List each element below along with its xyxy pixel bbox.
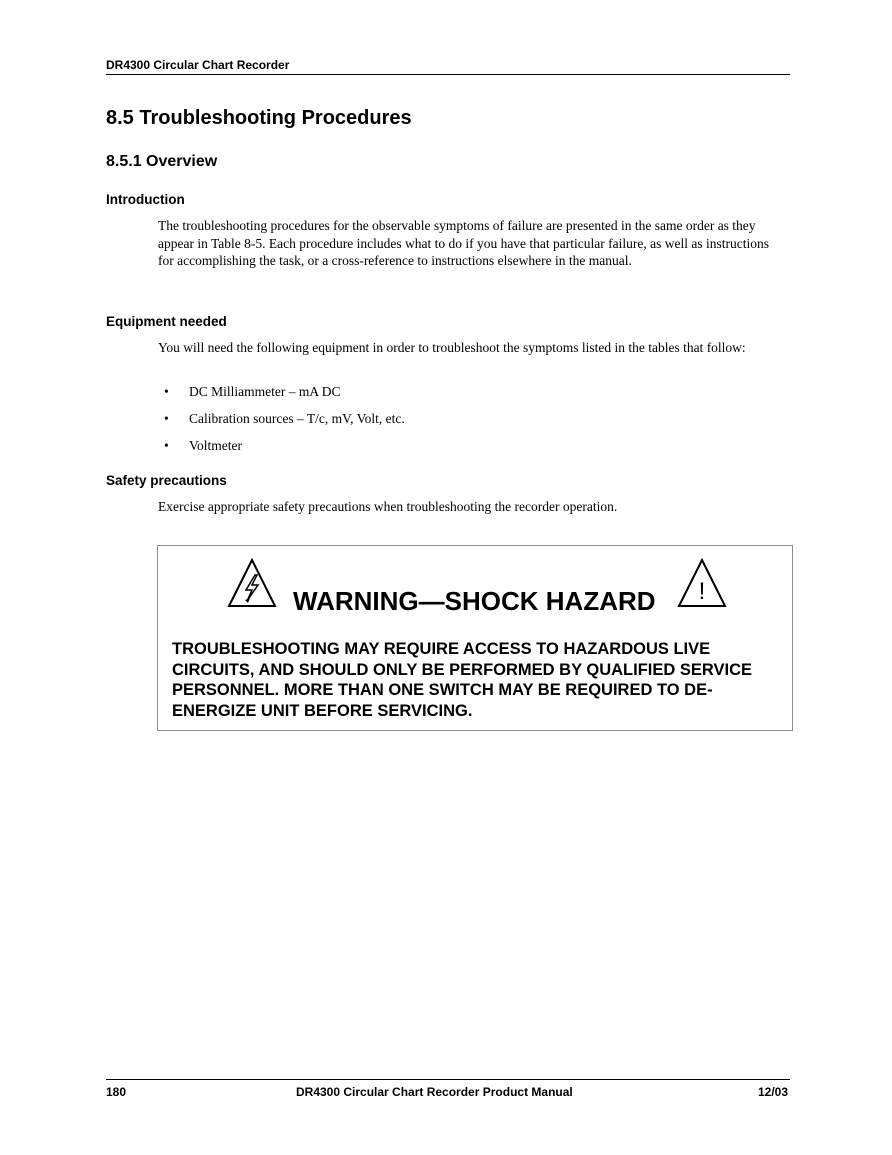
page-number: 180	[106, 1085, 127, 1099]
safety-heading: Safety precautions	[106, 473, 227, 488]
caution-exclamation-icon	[676, 557, 728, 614]
subsection-heading: 8.5.1 Overview	[106, 153, 218, 170]
introduction-paragraph: The troubleshooting procedures for the observable symptoms of failure are presented in the same order as they appear in Table 8-5. Each procedure includes what to do if you have that particular failure, as well as instructions for accomplishing the task, or a cross-reference to instructions elsewhere in the manual.	[158, 218, 769, 268]
exclamation-mark: !	[698, 578, 706, 605]
electric-shock-warning-icon	[226, 557, 278, 614]
warning-body: TROUBLESHOOTING MAY REQUIRE ACCESS TO HAZARDOUS LIVE CIRCUITS, AND SHOULD ONLY BE PERFORMED BY QUALIFIED SERVICE PERSONNEL. MORE THAN ONE SWITCH MAY BE REQUIRED TO DE-ENERGIZE UNIT BEFORE SERVICING.	[172, 640, 753, 720]
publication-date: 12/03	[757, 1085, 788, 1099]
bullet-symbol: •	[164, 384, 169, 399]
equipment-paragraph: You will need the following equipment in order to troubleshoot the symptoms listed in the tables that follow:	[158, 340, 746, 355]
equipment-item: Voltmeter	[189, 438, 242, 453]
bullet-symbol: •	[164, 411, 169, 426]
equipment-item: DC Milliammeter – mA DC	[189, 384, 341, 399]
warning-box	[157, 545, 793, 731]
equipment-item: Calibration sources – T/c, mV, Volt, etc.	[189, 411, 405, 426]
bullet-symbol: •	[164, 438, 169, 453]
introduction-heading: Introduction	[106, 192, 185, 207]
equipment-heading: Equipment needed	[106, 314, 227, 329]
page-footer	[106, 1079, 790, 1101]
safety-paragraph: Exercise appropriate safety precautions when troubleshooting the recorder operation.	[158, 499, 618, 514]
warning-title: WARNING—SHOCK HAZARD	[293, 586, 656, 616]
running-header: DR4300 Circular Chart Recorder	[106, 58, 790, 75]
section-heading: 8.5 Troubleshooting Procedures	[106, 107, 412, 129]
manual-title: DR4300 Circular Chart Recorder Product Manual	[296, 1085, 573, 1099]
